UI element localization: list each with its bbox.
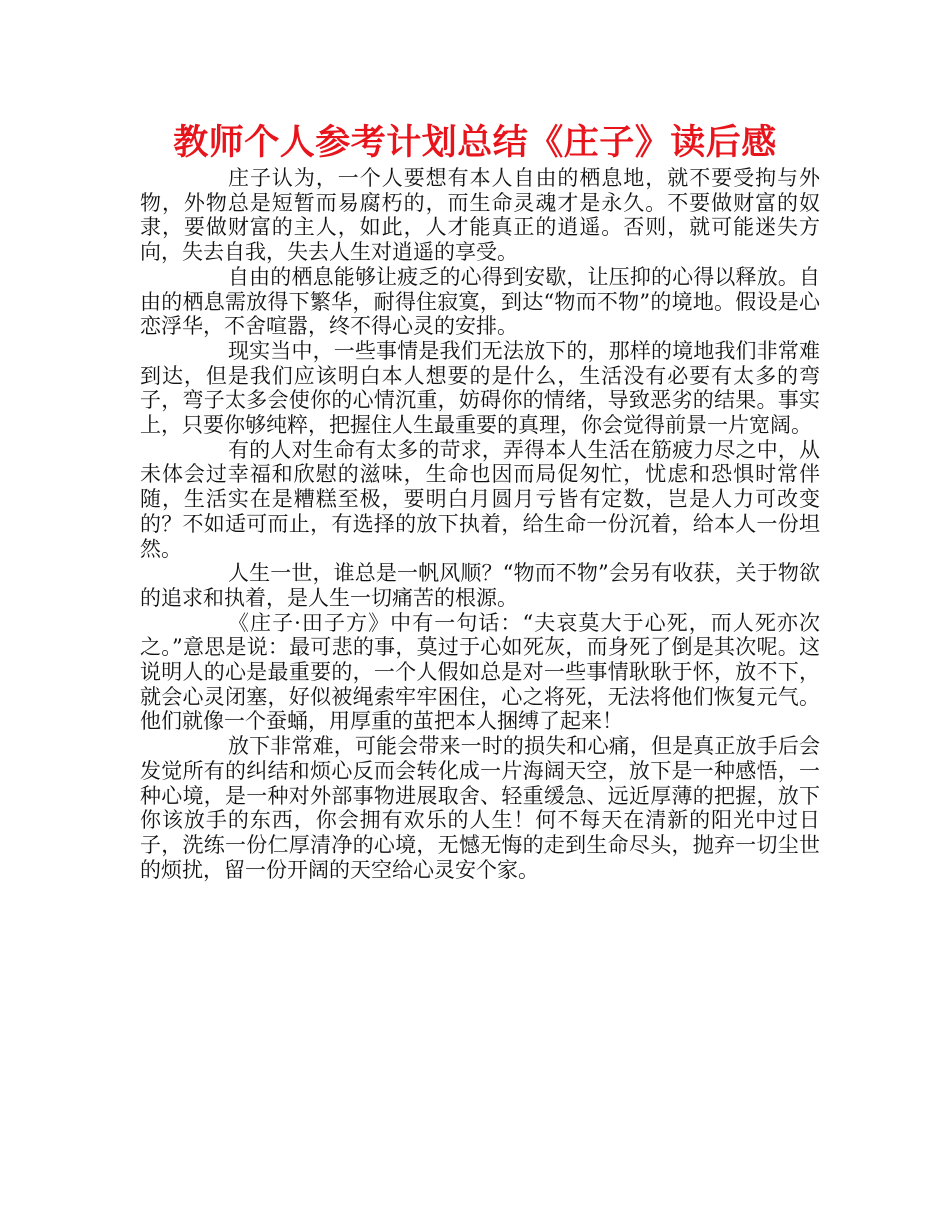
- document-body: [140, 166, 820, 882]
- paragraph-3: 现实当中，一些事情是我们无法放下的，那样的境地我们非常难到达，但是我们应该明白本人想要的是什么，生活没有必要有太多的弯子，弯子太多会使你的心情沉重，妨碍你的情绪，导致恶劣的结果。事实上，只要你够纯粹，把握住人生最重要的真理，你会觉得前景一片宽阔。: [140, 338, 820, 438]
- paragraph-5: 人生一世，谁总是一帆风顺？“物而不物”会另有收获，关于物欲的追求和执着，是人生一切痛苦的根源。: [140, 561, 820, 610]
- paragraph-6: 《庄子·田子方》中有一句话：“夫哀莫大于心死，而人死亦次之。”意思是说：最可悲的事，莫过于心如死灰，而身死了倒是其次呢。这说明人的心是最重要的，一个人假如总是对一些事情耿耿于怀，放不下，就会心灵闭塞，好似被绳索牢牢困住，心之将死，无法将他们恢复元气。他们就像一个蚕蛹，用厚重的茧把本人捆缚了起来！: [140, 610, 820, 734]
- paragraph-7: 放下非常难，可能会带来一时的损失和心痛，但是真正放手后会发觉所有的纠结和烦心反而会转化成一片海阔天空，放下是一种感悟，一种心境，是一种对外部事物进展取舍、轻重缓急、远近厚薄的把握，放下你该放手的东西，你会拥有欢乐的人生！何不每天在清新的阳光中过日子，洗练一份仁厚清净的心境，无憾无悔的走到生命尽头，抛弃一切尘世的烦扰，留一份开阔的天空给心灵安个家。: [140, 734, 820, 882]
- document-title: 教师个人参考计划总结《庄子》读后感: [173, 123, 777, 163]
- paragraph-1: 庄子认为，一个人要想有本人自由的栖息地，就不要受拘与外物，外物总是短暂而易腐朽的，而生命灵魂才是永久。不要做财富的奴隶，要做财富的主人，如此，人才能真正的逍遥。否则，就可能迷失方向，失去自我，失去人生对逍遥的享受。: [140, 166, 820, 265]
- paragraph-2: 自由的栖息能够让疲乏的心得到安歇，让压抑的心得以释放。自由的栖息需放得下繁华，耐得住寂寞，到达“物而不物”的境地。假设是心恋浮华，不舍喧嚣，终不得心灵的安排。: [140, 264, 820, 339]
- paragraph-4: 有的人对生命有太多的苛求，弄得本人生活在筋疲力尽之中，从未体会过幸福和欣慰的滋味，生命也因而局促匆忙，忧虑和恐惧时常伴随，生活实在是糟糕至极，要明白月圆月亏皆有定数，岂是人力可改变的？不如适可而止，有选择的放下执着，给生命一份沉着，给本人一份坦然。: [140, 437, 820, 561]
